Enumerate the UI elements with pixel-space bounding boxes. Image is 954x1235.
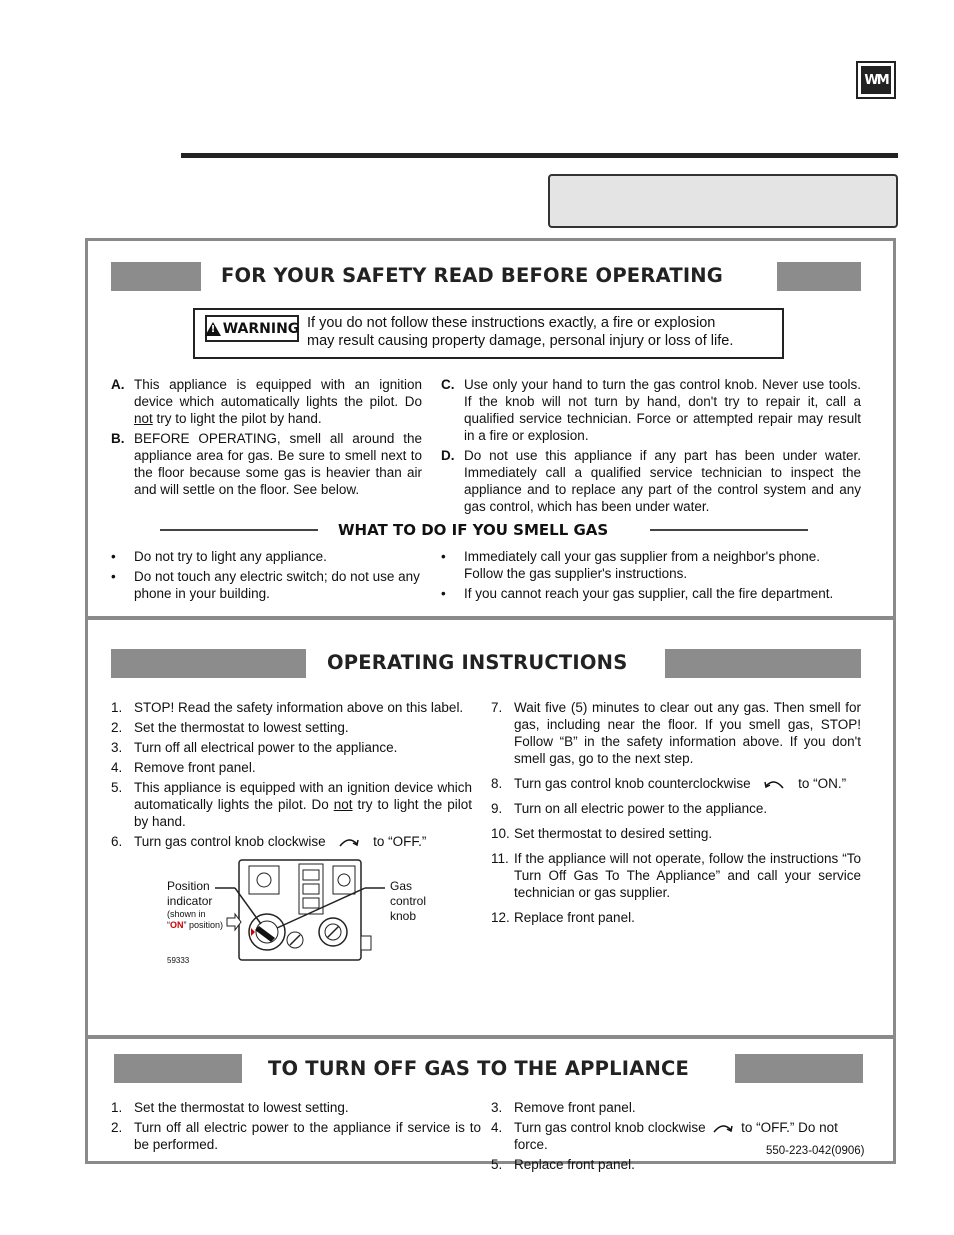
diagram-code: 59333 xyxy=(167,956,190,965)
safety-column-left xyxy=(111,376,422,498)
turnoff-step-2: 2. Turn off all electric power to the appliance if service is to be performed. xyxy=(111,1120,481,1152)
turnoff-title-bar-right xyxy=(735,1054,863,1083)
safety-item-c xyxy=(441,376,861,444)
warning-line-2: may result causing property damage, personal injury or loss of life. xyxy=(307,333,734,349)
turnoff-title-bar-left xyxy=(114,1054,242,1083)
smell-bullet-4: • If you cannot reach your gas supplier, call the fire department. xyxy=(441,586,834,601)
operating-steps-right xyxy=(491,699,861,929)
turnoff-steps-left xyxy=(111,1099,481,1156)
safety-item-d-text: Do not use this appliance if any part has been under water. Immediately call a qualified service technician to inspect the appliance and to replace any part of the control system and any gas control, which has been under water. xyxy=(464,448,861,514)
safety-item-d-label: D. xyxy=(441,448,455,463)
smell-rule-left xyxy=(160,529,318,531)
smell-title: WHAT TO DO IF YOU SMELL GAS xyxy=(338,521,609,539)
smell-bullet-2: • Do not touch any electric switch; do not use any phone in your building. xyxy=(111,569,420,601)
operating-step-3: 3. Turn off all electrical power to the appliance. xyxy=(111,740,398,755)
operating-step-4: 4. Remove front panel. xyxy=(111,760,256,775)
smell-bullet-1: • Do not try to light any appliance. xyxy=(111,549,327,564)
gas-control-knob-caption: Gas control knob xyxy=(390,879,427,923)
smell-column-left xyxy=(111,548,422,602)
warning-text xyxy=(307,314,779,350)
clockwise-arrow-icon xyxy=(337,835,361,849)
safety-item-c-label: C. xyxy=(441,377,455,392)
turnoff-step-5: 5. Replace front panel. xyxy=(491,1157,635,1172)
safety-item-b xyxy=(111,430,422,498)
safety-item-b-text: BEFORE OPERATING, smell all around the appliance area for gas. Be sure to smell next to the floor because some gas is heavier than air and will settle on the floor. See below. xyxy=(134,431,422,497)
smell-rule-right xyxy=(650,529,808,531)
safety-item-b-label: B. xyxy=(111,431,125,446)
operating-steps-left xyxy=(111,699,472,853)
gas-valve-diagram xyxy=(215,858,385,966)
warning-line-1: If you do not follow these instructions exactly, a fire or explosion xyxy=(307,315,716,331)
header-rule xyxy=(181,153,898,158)
operating-step-12: 12. Replace front panel. xyxy=(491,910,635,925)
operating-step-10: 10. Set thermostat to desired setting. xyxy=(491,826,713,841)
safety-title: FOR YOUR SAFETY READ BEFORE OPERATING xyxy=(221,264,724,287)
logo-mark: WM xyxy=(861,66,891,94)
warning-triangle-icon xyxy=(205,322,221,336)
operating-step-5: 5. This appliance is equipped with an ignition device which automatically lights the pilot. Do not try to light the pilot by hand. xyxy=(111,780,472,829)
operating-title: OPERATING INSTRUCTIONS xyxy=(327,651,628,674)
smell-column-right xyxy=(441,548,861,602)
safety-title-bar-left xyxy=(111,262,201,291)
warning-label xyxy=(205,315,299,342)
operating-step-7: 7. Wait five (5) minutes to clear out any gas. Then smell for gas, including near the floor. If you smell gas, STOP! Follow “B” in the safety information above. If you don't smell gas, go to the next step. xyxy=(491,700,861,766)
smell-bullet-3: • Immediately call your gas supplier from a neighbor's phone. Follow the gas supplier's instructions. xyxy=(441,549,821,581)
operating-step-1: 1. STOP! Read the safety information above on this label. xyxy=(111,700,464,715)
operating-step-2: 2. Set the thermostat to lowest setting. xyxy=(111,720,349,735)
operating-step-8: 8. Turn gas control knob counterclockwise to “ON.” xyxy=(491,776,847,791)
operating-step-11: 11. If the appliance will not operate, follow the instructions “To Turn Off Gas To The Appliance” and call your service technician or gas supplier. xyxy=(491,851,861,900)
operating-step-6: 6. Turn gas control knob clockwise to “OFF.” xyxy=(111,834,427,849)
counterclockwise-arrow-icon xyxy=(762,777,786,791)
turnoff-step-3: 3. Remove front panel. xyxy=(491,1100,636,1115)
header-label-box xyxy=(548,174,898,228)
safety-title-bar-right xyxy=(777,262,861,291)
safety-item-d xyxy=(441,447,861,515)
operating-title-bar-right xyxy=(665,649,861,678)
warning-label-text: WARNING xyxy=(222,320,300,337)
turnoff-steps-right xyxy=(491,1099,861,1176)
safety-column-right xyxy=(441,376,861,515)
logo xyxy=(856,61,896,99)
safety-item-a xyxy=(111,376,422,427)
safety-item-a-label: A. xyxy=(111,377,125,392)
part-number: 550-223-042(0906) xyxy=(766,1145,865,1157)
turnoff-step-4: 4. Turn gas control knob clockwise to “OFF.” Do not force. xyxy=(491,1120,838,1152)
operating-step-9: 9. Turn on all electric power to the appliance. xyxy=(491,801,768,816)
clockwise-arrow-icon xyxy=(711,1121,735,1135)
safety-item-a-text: This appliance is equipped with an ignition device which automatically lights the pilot. Do not try to light the pilot by hand. xyxy=(134,377,422,426)
position-indicator-caption: Position indicator (shown in “ON” position) xyxy=(167,879,224,930)
turnoff-title: TO TURN OFF GAS TO THE APPLIANCE xyxy=(268,1057,690,1080)
safety-item-c-text: Use only your hand to turn the gas control knob. Never use tools. If the knob will not turn by hand, don't try to repair it, call a qualified service technician. Force or attempted repair may result in a fire or explosion. xyxy=(464,377,861,443)
operating-title-bar-left xyxy=(111,649,306,678)
turnoff-step-1: 1. Set the thermostat to lowest setting. xyxy=(111,1100,349,1115)
